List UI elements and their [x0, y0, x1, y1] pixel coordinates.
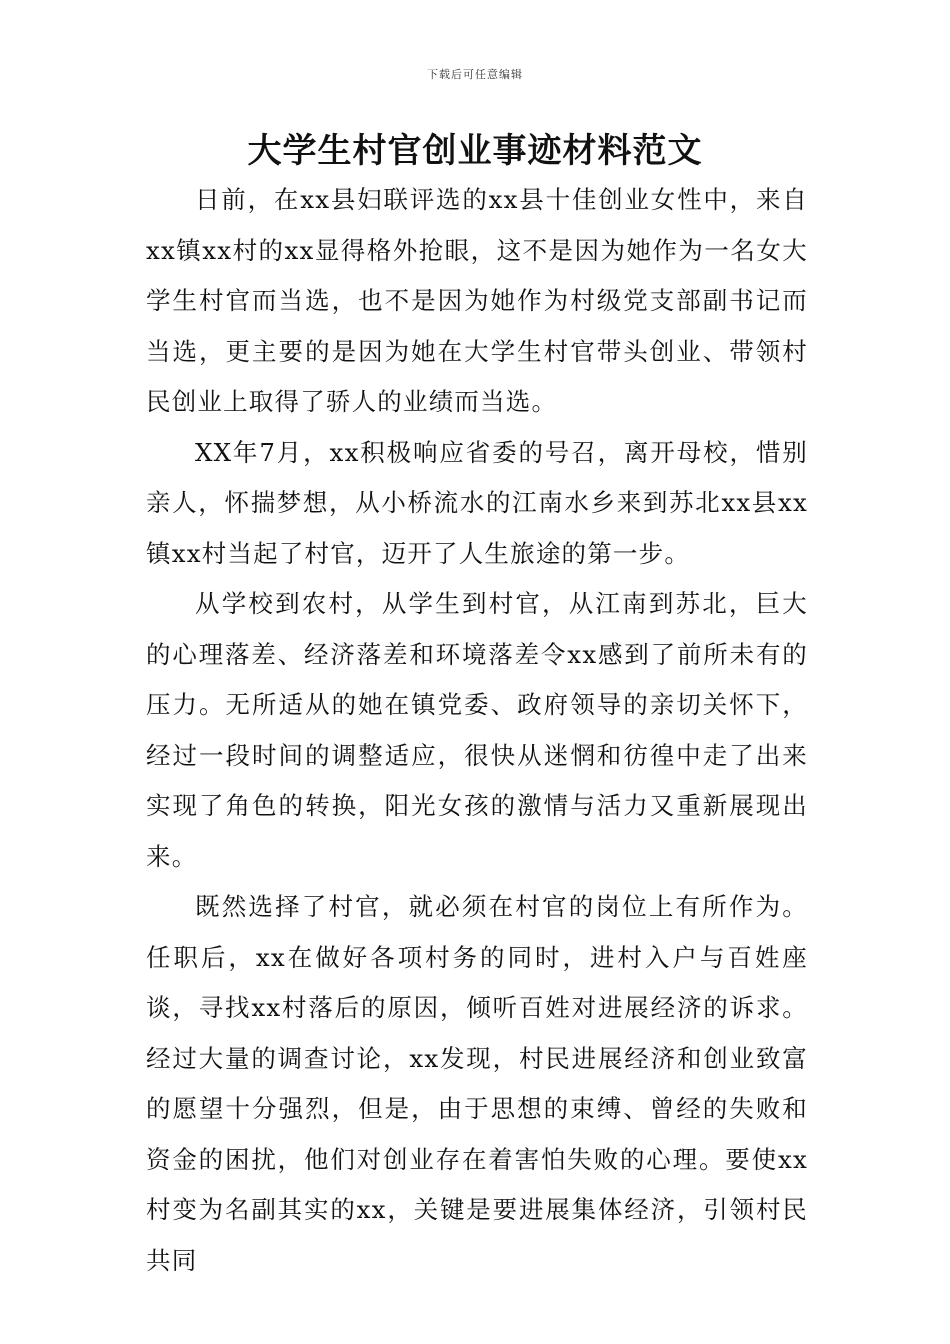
paragraph-4: 既然选择了村官，就必须在村官的岗位上有所作为。任职后，xx在做好各项村务的同时，进村入户与百姓座谈，寻找xx村落后的原因，倾听百姓对进展经济的诉求。经过大量的调查讨论，xx发现，村民进展经济和创业致富的愿望十分强烈，但是，由于思想的束缚、曾经的失败和资金的困扰，他们对创业存在着害怕失败的心理。要使xx村变为名副其实的xx，关键是要进展集体经济，引领村民共同	[146, 892, 808, 1275]
document-body	[146, 175, 808, 1286]
document-title: 大学生村官创业事迹材料范文	[247, 131, 703, 171]
paragraph-1: 日前，在xx县妇联评选的xx县十佳创业女性中，来自xx镇xx村的xx显得格外抢眼，这不是因为她作为一名女大学生村官而当选，也不是因为她作为村级党支部副书记而当选，更主要的是因为她在大学生村官带头创业、带领村民创业上取得了骄人的业绩而当选。	[146, 185, 808, 416]
paragraph-3: 从学校到农村，从学生到村官，从江南到苏北，巨大的心理落差、经济落差和环境落差令xx感到了前所未有的压力。无所适从的她在镇党委、政府领导的亲切关怀下，经过一段时间的调整适应，很快从迷惘和彷徨中走了出来实现了角色的转换，阳光女孩的激情与活力又重新展现出来。	[146, 589, 808, 871]
header-note: 下载后可任意编辑	[427, 68, 523, 81]
paragraph-2: XX年7月，xx积极响应省委的号召，离开母校，惜别亲人，怀揣梦想，从小桥流水的江南水乡来到苏北xx县xx镇xx村当起了村官，迈开了人生旅途的第一步。	[146, 437, 808, 568]
